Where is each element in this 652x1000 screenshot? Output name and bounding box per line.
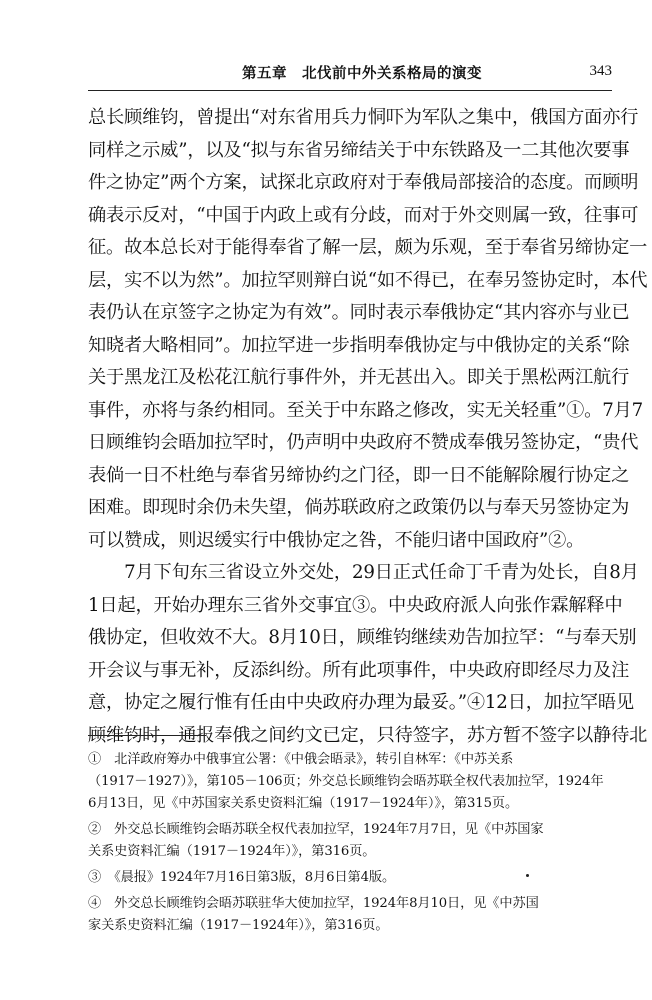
body-line: 总长顾维钧，曾提出“对东省用兵力恫吓为军队之集中，俄国方面亦行 (88, 107, 639, 128)
body-text (88, 102, 648, 752)
header-rule (88, 90, 612, 91)
body-line: 表仍认在京签字之协定为有效”。同时表示奉俄协定“其内容亦与业已 (88, 302, 630, 323)
body-line: 开会议与事无补，反添纠纷。所有此项事件，中央政府即经尽力及注 (88, 659, 630, 681)
body-line: 日顾维钧会晤加拉罕时，仍声明中央政府不赞成奉俄另签协定，“贵代 (88, 432, 639, 453)
body-line: 征。故本总长对于能得奉省了解一层，颇为乐观，至于奉省另缔协定一 (88, 237, 648, 258)
footnote-1 (88, 749, 620, 815)
body-line: 事件，亦将与条约相同。至关于中东路之修改，实无关轻重”①。7月7 (88, 399, 644, 421)
body-line: 同样之示威”，以及“拟与东省另缔结关于中东铁路及一二其他次要事 (88, 139, 630, 161)
body-line: 顾维钧时，通报奉俄之间约文已定，只待签字，苏方暂不签字以静待北 (88, 724, 648, 746)
body-line: 7月下旬东三省设立外交处，29日正式任命丁千青为处长，自8月 (88, 562, 639, 583)
running-header (88, 62, 612, 86)
body-line: 1日起，开始办理东三省外交事宜③。中央政府派人向张作霖解释中 (88, 594, 623, 616)
footnote-line: 关系史资料汇编（1917－1924年）》，第316页。 (88, 844, 376, 859)
body-line: 可以赞成，则迟缓实行中俄协定之咎，不能归诸中国政府”②。 (88, 529, 585, 551)
footnote-line: （1917－1927）》，第105－106页；外交总长顾维钧会晤苏联全权代表加拉罕，1924年 (88, 774, 604, 789)
footnote-line: 6月13日，见《中苏国家关系史资料汇编（1917－1924年）》，第315页。 (88, 796, 519, 811)
body-line: 关于黑龙江及松花江航行事件外，并无甚出入。即关于黑松两江航行 (88, 367, 630, 388)
body-line: 层，实不以为然”。加拉罕则辩白说“如不得已，在奉另签协定时，本代 (88, 269, 648, 291)
body-line: 确表示反对，“中国于内政上或有分歧，而对于外交则属一致，往事可 (88, 204, 639, 226)
body-line: 困难。即现时余仍未失望，倘苏联政府之政策仍以与奉天另签协定为 (88, 497, 630, 518)
footnote-2 (88, 819, 620, 863)
footnotes (88, 749, 620, 937)
footnote-line: 家关系史资料汇编（1917－1924年）》，第316页。 (88, 918, 389, 933)
footnote-line: ③ 《晨报》1924年7月16日第3版，8月6日第4版。 (88, 870, 396, 885)
body-line: 知晓者大略相同”。加拉罕进一步指明奉俄协定与中俄协定的关系“除 (88, 334, 630, 356)
body-line: 件之协定”两个方案，试探北京政府对于奉俄局部接洽的态度。而顾明 (88, 172, 639, 193)
footnote-separator (88, 735, 206, 736)
footnote-line: ② 外交总长顾维钧会晤苏联全权代表加拉罕，1924年7月7日，见《中苏国家 (88, 822, 544, 837)
print-speck (526, 874, 529, 877)
footnote-4 (88, 893, 620, 937)
body-line: 俄协定，但收效不大。8月10日，顾维钧继续劝告加拉罕：“与奉天别 (88, 627, 637, 648)
footnote-line: ① 北洋政府筹办中俄事宜公署：《中俄会晤录》，转引自林军：《中苏关系 (88, 752, 514, 767)
footnote-line: ④ 外交总长顾维钧会晤苏联驻华大使加拉罕，1924年8月10日，见《中苏国 (88, 896, 539, 911)
page-number: 343 (589, 63, 612, 79)
body-line: 表倘一日不杜绝与奉省另缔协约之门径，即一日不能解除履行协定之 (88, 464, 630, 486)
footnote-3 (88, 867, 620, 889)
body-line: 意，协定之履行惟有任由中央政府办理为最妥。”④12日，加拉罕晤见 (88, 692, 634, 713)
chapter-title: 第五章 北伐前中外关系格局的演变 (242, 66, 482, 82)
